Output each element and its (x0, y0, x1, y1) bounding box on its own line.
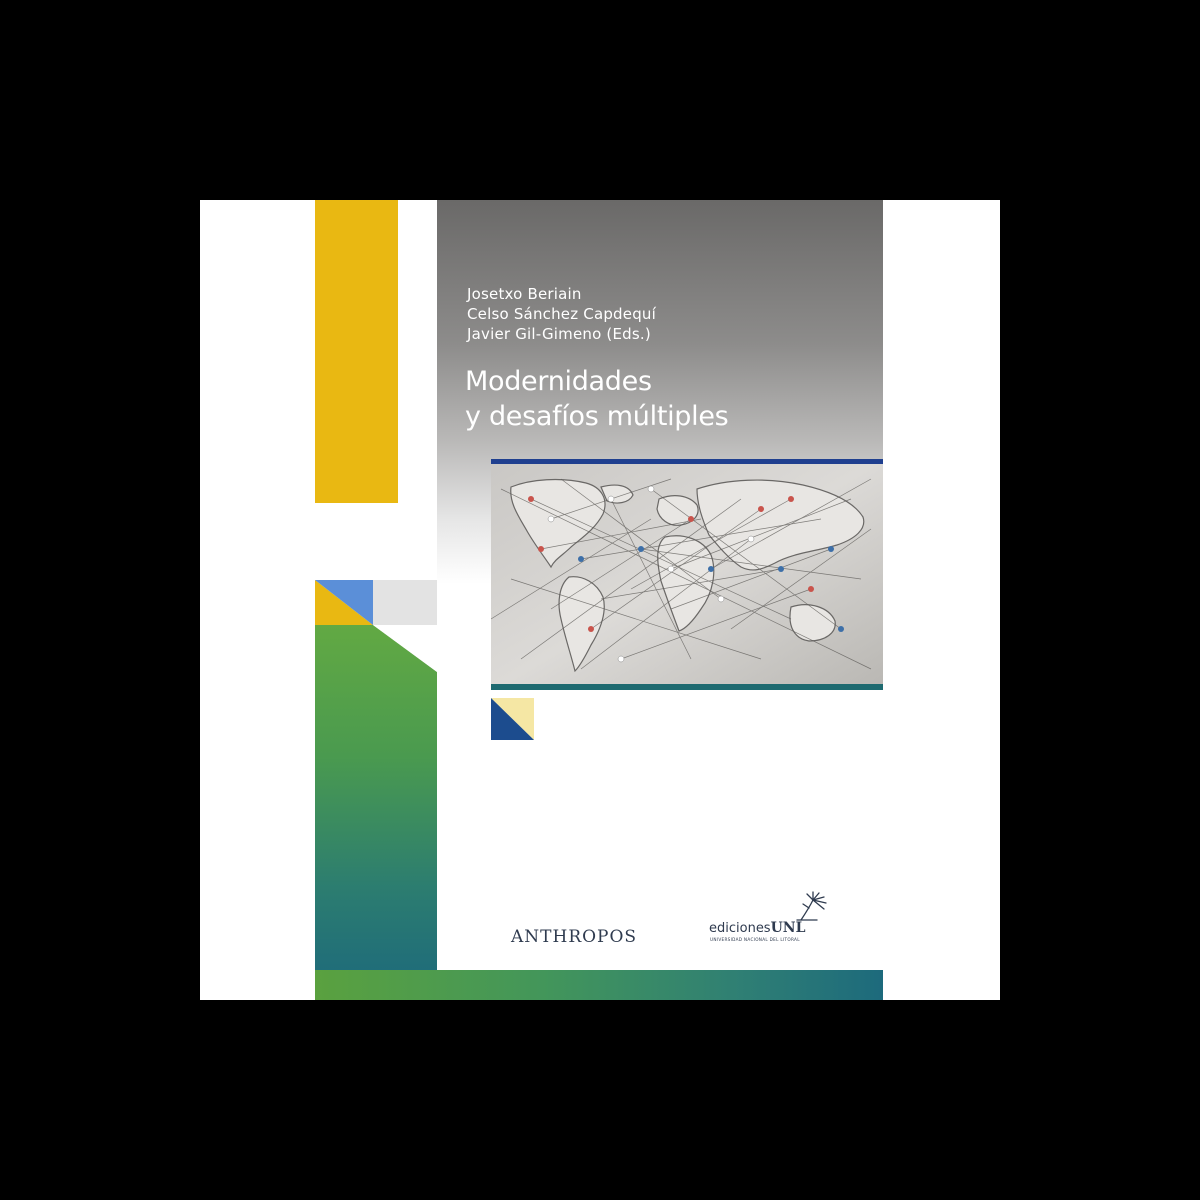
publisher-anthropos: ANTHROPOS (511, 927, 638, 947)
book-cover (200, 200, 1000, 1000)
author-list (467, 284, 656, 344)
yellow-accent-bar (315, 200, 398, 503)
world-map-network-icon (491, 459, 883, 690)
title-line-2: y desafíos múltiples (465, 401, 729, 432)
ediciones-unl-label: edicionesUNL (709, 920, 806, 936)
book-tree-logo-icon (793, 890, 829, 922)
publisher-ediciones-unl (709, 890, 869, 950)
title-line-1: Modernidades (465, 366, 652, 397)
author-2: Celso Sánchez Capdequí (467, 305, 657, 323)
university-subtitle: UNIVERSIDAD NACIONAL DEL LITORAL (710, 937, 800, 942)
triangle-emblem-icon (491, 698, 534, 740)
book-title (465, 364, 728, 434)
geometric-color-block (315, 580, 437, 1000)
bottom-gradient-strip (315, 970, 883, 1000)
author-1: Josetxo Beriain (467, 285, 582, 303)
author-3: Javier Gil-Gimeno (Eds.) (467, 325, 651, 343)
